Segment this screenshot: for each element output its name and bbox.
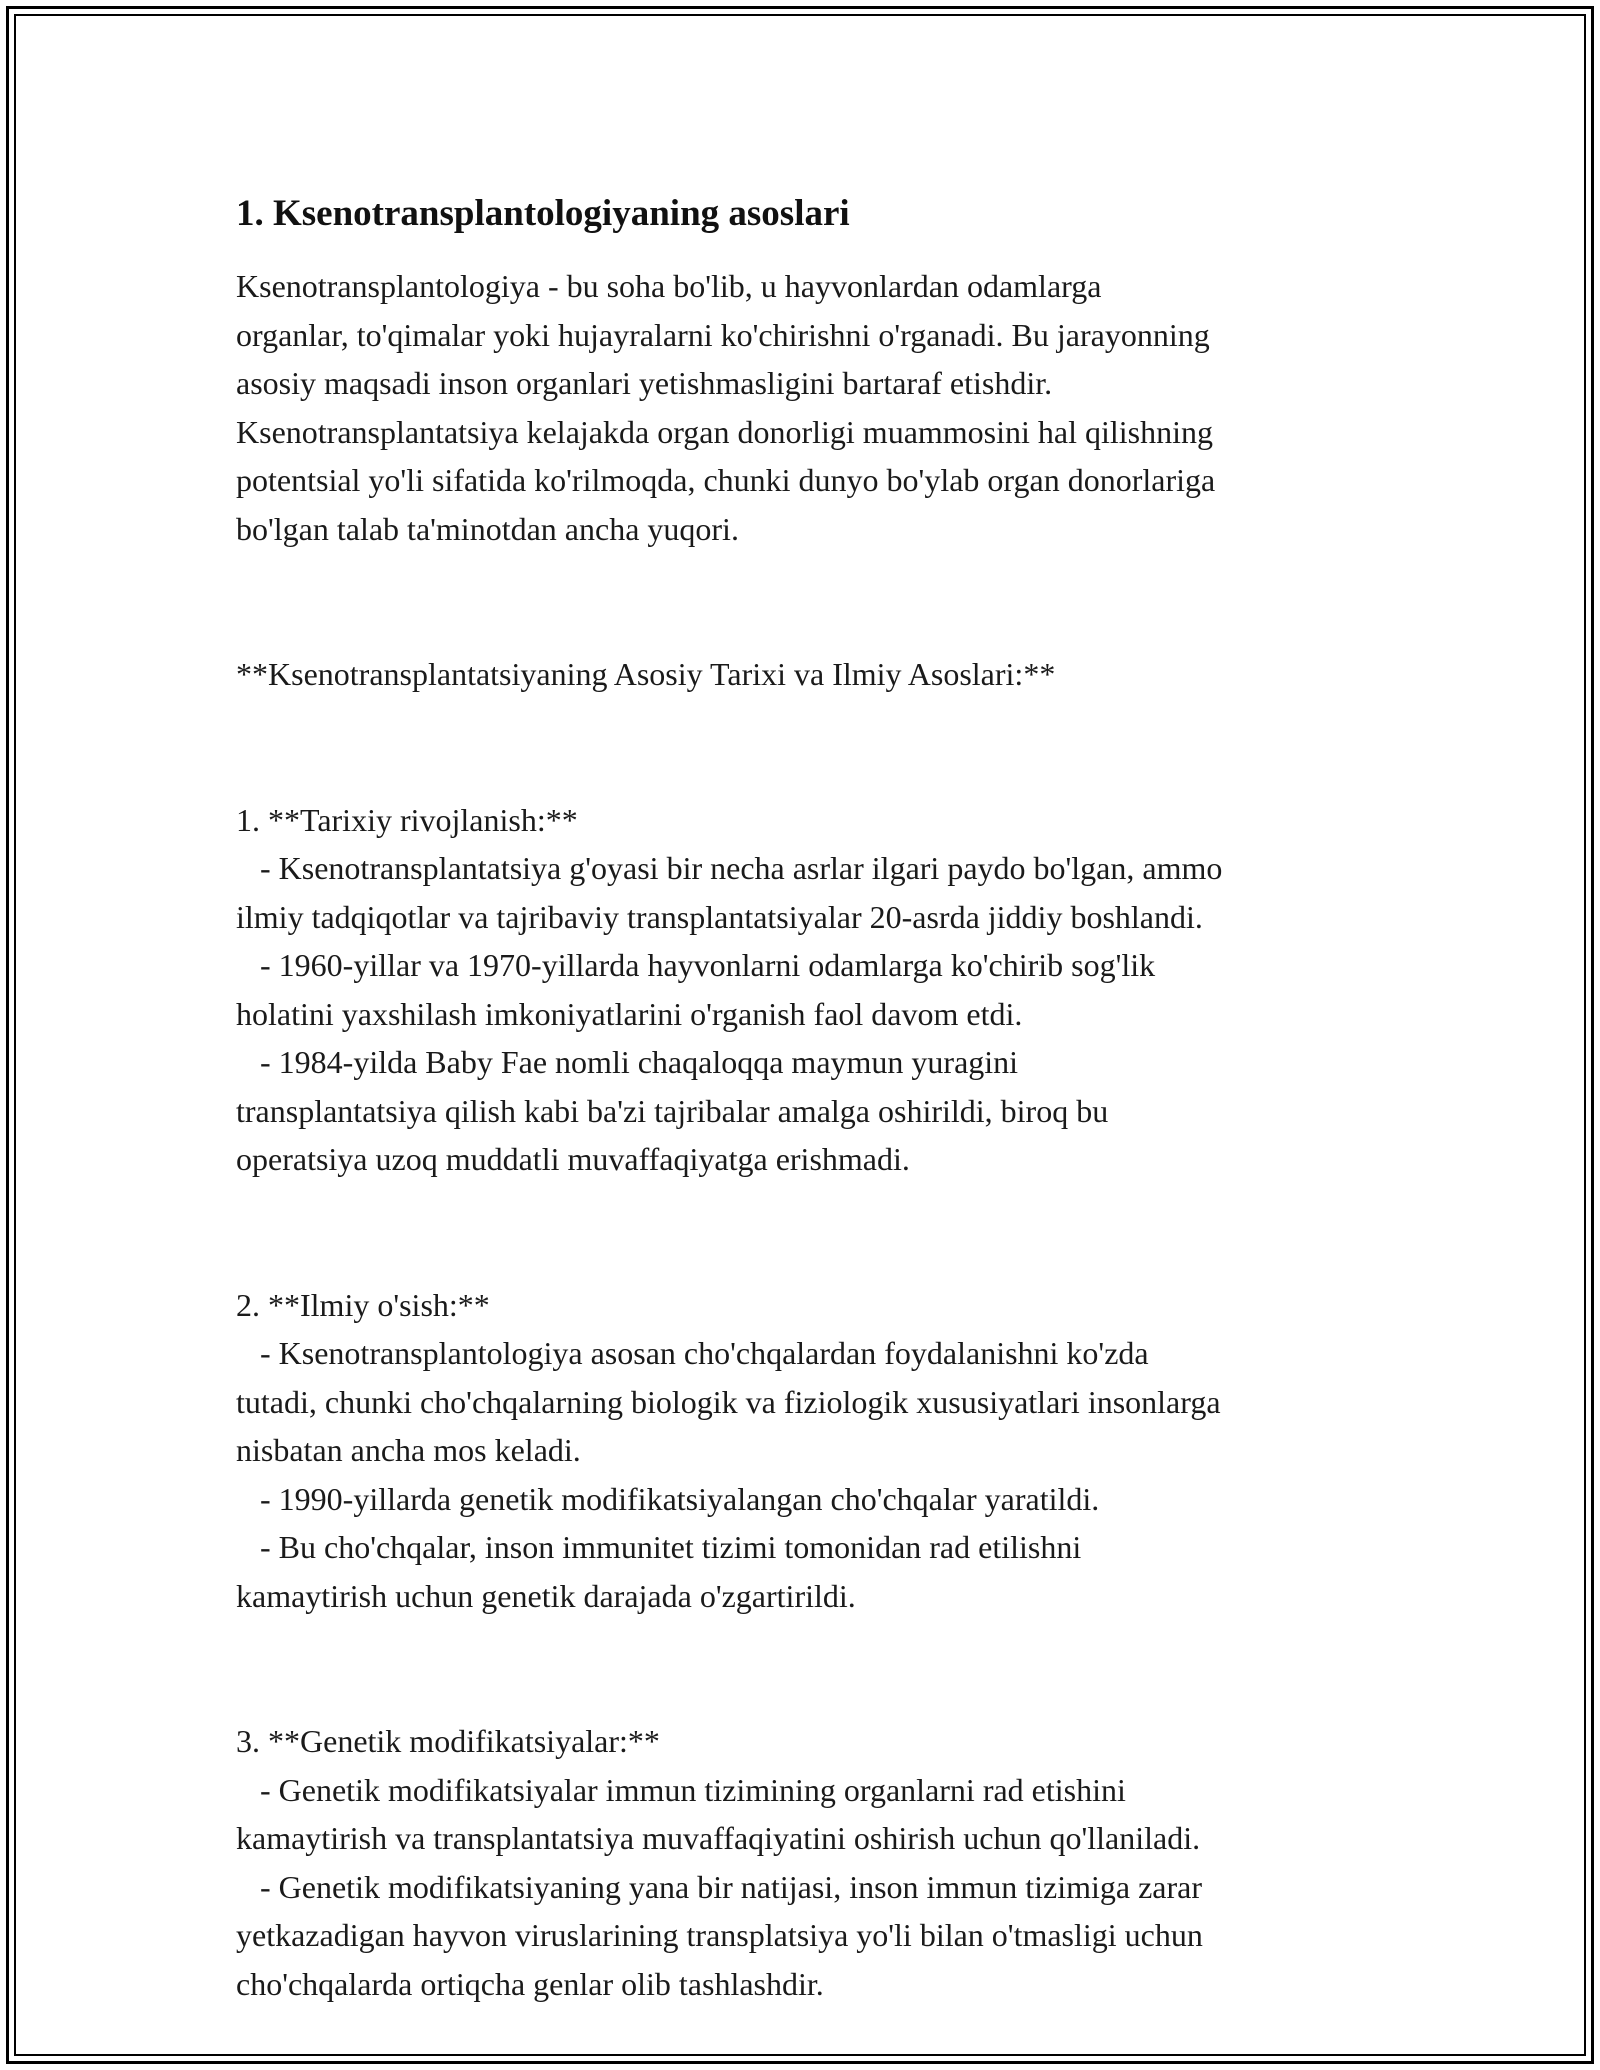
document-body (236, 188, 1396, 2008)
list-item-point: - Genetik modifikatsiyalar immun tizimining organlarni rad etishini kamaytirish va transplantatsiya muvaffaqiyatini oshirish uchun qo'llaniladi. (236, 1771, 1201, 1856)
section-heading: 1. Ksenotransplantologiyaning asoslari (236, 193, 850, 234)
list-item-point: - 1960-yillar va 1970-yillarda hayvonlarni odamlarga ko'chirib sog'lik holatini yaxshilash imkoniyatlarini o'rganish faol davom etdi. (236, 947, 1156, 1032)
list-item-point: - Ksenotransplantatsiya g'oyasi bir necha asrlar ilgari paydo bo'lgan, ammo ilmiy tadqiqotlar va tajribaviy transplantatsiyalar 20-asrda jiddiy boshlandi. (236, 850, 1223, 935)
list-item-title: 3. **Genetik modifikatsiyalar:** (236, 1723, 660, 1759)
list-item-title: 1. **Tarixiy rivojlanish:** (236, 801, 578, 838)
subsection-title: **Ksenotransplantatsiyaning Asosiy Tarixi va Ilmiy Asoslari:** (236, 656, 1056, 692)
list-item-point: - 1984-yilda Baby Fae nomli chaqaloqqa maymun yuragini transplantatsiya qilish kabi ba'zi tajribalar amalga oshirildi, biroq bu operatsiya uzoq muddatli muvaffaqiyatga erishmadi. (236, 1044, 1109, 1177)
list-item-point: - Bu cho'chqalar, inson immunitet tizimi tomonidan rad etilishni kamaytirish uchun genetik darajada o'zgartirildi. (236, 1529, 1082, 1614)
list-item-point: - Genetik modifikatsiyaning yana bir natijasi, inson immun tizimiga zarar yetkazadigan hayvon viruslarining transplatsiya yo'li bilan o'tmasligi uchun cho'chqalarda ortiqcha genlar olib tashlashdir. (236, 1868, 1203, 2002)
intro-paragraph: Ksenotransplantologiya - bu soha bo'lib, u hayvonlardan odamlarga organlar, to'qimalar yoki hujayralarni ko'chirishni o'rganadi. Bu jarayonning asosiy maqsadi inson organlari yetishmasligini bartaraf etishdir. Ksenotransplantatsiya kelajakda organ donorligi muammosini hal qilishning potentsial yo'li sifatida ko'rilmoqda, chunki dunyo bo'ylab organ donorlariga bo'lgan talab ta'minotdan ancha yuqori. (236, 268, 1216, 547)
list-item-title: 2. **Ilmiy o'sish:** (236, 1286, 490, 1323)
list-item-point: - 1990-yillarda genetik modifikatsiyalangan cho'chqalar yaratildi. (236, 1480, 1100, 1517)
list-item-point: - Ksenotransplantologiya asosan cho'chqalardan foydalanishni ko'zda tutadi, chunki cho'chqalarning biologik va fiziologik xususiyatlari insonlarga nisbatan ancha mos keladi. (236, 1335, 1221, 1468)
document-text (236, 262, 1396, 2008)
